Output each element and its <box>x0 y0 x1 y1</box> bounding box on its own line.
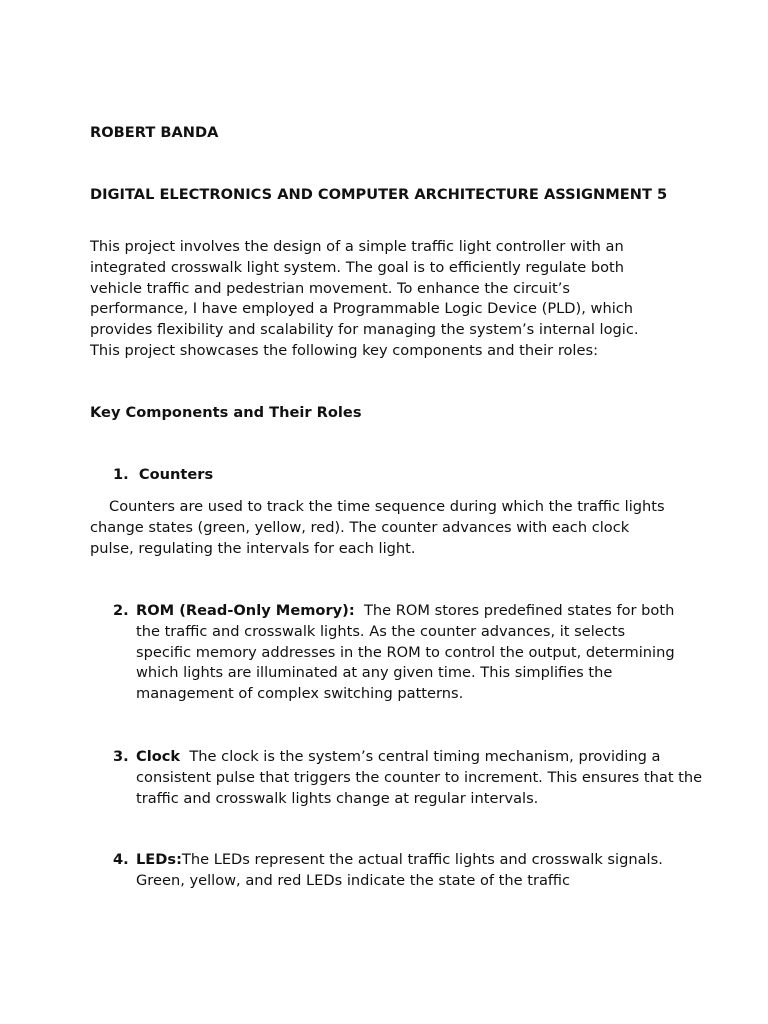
list-item-heading <box>113 465 213 486</box>
list-item-label: Counters <box>138 466 214 483</box>
author-name: ROBERT BANDA <box>90 124 219 141</box>
list-item-label: Clock <box>136 748 181 765</box>
list-item-number: 1. <box>113 466 129 483</box>
document-title: DIGITAL ELECTRONICS AND COMPUTER ARCHITECTURE ASSIGNMENT 5 <box>90 186 668 203</box>
list-item-number: 2. <box>113 602 129 619</box>
intro-paragraph: This project involves the design of a simple traffic light controller with an integrated crosswalk light system. The goal is to efficiently regulate both vehicle traffic and pedestrian movement. To enhance the circuit’s performance, I have employed a Programmable Logic Device (PLD), which provides flexibility and scalability for managing the system’s internal logic. This project showcases the following key components and their roles: <box>90 238 639 359</box>
list-item-number: 3. <box>113 748 129 765</box>
list-item-description: Counters are used to track the time sequence during which the traffic lights change states (green, yellow, red). The counter advances with each clock pulse, regulating the intervals for each light. <box>90 498 665 557</box>
list-item-label: LEDs: <box>136 851 182 868</box>
list-item <box>113 850 681 892</box>
section-heading: Key Components and Their Roles <box>90 404 362 421</box>
list-item-text: The ROM stores predefined states for both the traffic and crosswalk lights. As the counter advances, it selects specific memory addresses in the ROM to control the output, determining which lights are illuminated at any given time. This simplifies the management of complex switching patterns. <box>136 602 675 703</box>
list-item-text: The LEDs represent the actual traffic lights and crosswalk signals. Green, yellow, and red LEDs indicate the state of the traffic <box>136 851 663 889</box>
list-item <box>113 601 681 705</box>
list-item-text: The clock is the system’s central timing mechanism, providing a consistent pulse that triggers the counter to increment. This ensures that the traffic and crosswalk lights change at regular intervals. <box>136 748 703 807</box>
list-item <box>113 747 708 809</box>
list-item-number: 4. <box>113 851 129 868</box>
list-item-label: ROM (Read-Only Memory): <box>136 602 355 619</box>
